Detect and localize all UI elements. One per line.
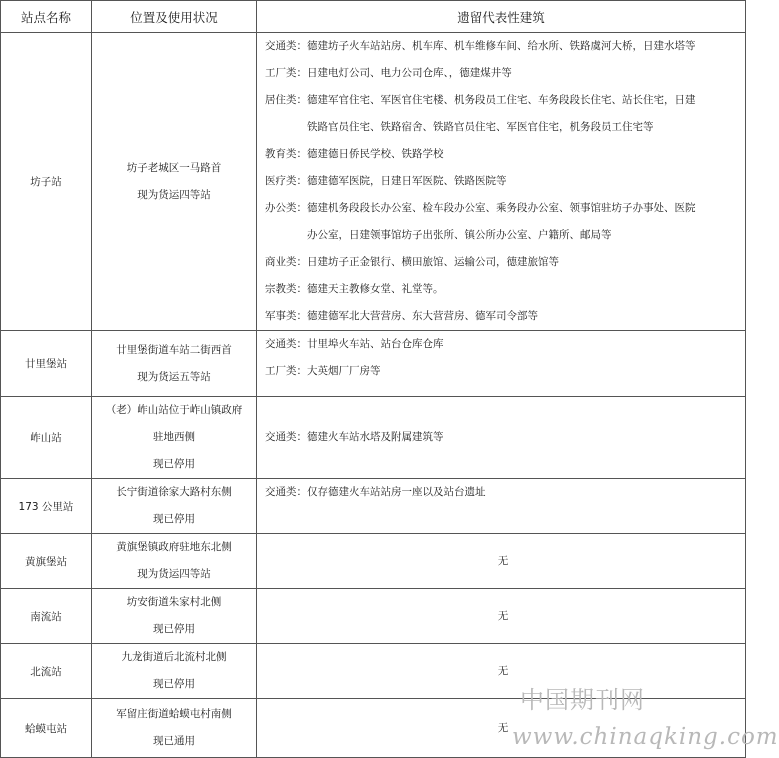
location-line: 坊子老城区一马路首 <box>126 161 222 174</box>
building-category <box>265 331 741 358</box>
location-line: 现为货运四等站 <box>137 568 211 580</box>
watermark-url: www.chinaqking.com <box>512 724 779 750</box>
heritage-buildings <box>257 589 746 644</box>
building-category <box>265 479 741 506</box>
table-row <box>1 33 746 331</box>
heritage-buildings <box>257 331 746 397</box>
building-line: 无 <box>497 609 509 622</box>
location-line: 黄旗堡镇政府驻地东北侧 <box>116 541 232 553</box>
location-line: 现为货运五等站 <box>137 370 211 383</box>
building-category <box>265 249 741 276</box>
building-line: 商业类：日建坊子正金银行、横田旅馆、运输公司，德建旅馆等 <box>265 256 559 268</box>
heritage-buildings <box>257 534 746 589</box>
station-location <box>92 33 257 331</box>
location-line: 军留庄街道蛤蟆屯村南侧 <box>116 708 232 720</box>
building-category <box>265 87 741 141</box>
building-line: 无 <box>497 554 509 567</box>
building-category <box>265 195 741 249</box>
station-name: 廿里堡站 <box>1 331 92 397</box>
building-line: 教育类：德建德日侨民学校、铁路学校 <box>265 148 444 160</box>
heritage-buildings <box>257 33 746 331</box>
building-line: 居住类：德建军官住宅、军医官住宅楼、机务段员工住宅、车务段段长住宅、站长住宅，日建 <box>265 94 696 106</box>
building-line: 军事类：德建德军北大营营房、东大营营房、德军司令部等 <box>265 310 538 322</box>
building-line: 工厂类：大英烟厂厂房等 <box>265 365 381 377</box>
building-line: 交通类：德建火车站水塔及附属建筑等 <box>265 431 444 443</box>
location-line: 坊安街道朱家村北侧 <box>126 596 222 608</box>
station-location <box>92 589 257 644</box>
table-row <box>1 331 746 397</box>
building-category <box>265 658 741 685</box>
station-name: 岞山站 <box>1 397 92 479</box>
heritage-buildings <box>257 479 746 534</box>
building-line: 交通类：仅存德建火车站站房一座以及站台遗址 <box>265 486 486 498</box>
station-location <box>92 699 257 758</box>
header-row <box>1 1 746 33</box>
building-category <box>265 424 741 451</box>
building-line: 办公室，日建领事馆坊子出张所、镇公所办公室、户籍所、邮局等 <box>307 229 612 241</box>
location-line: 驻地西侧 <box>153 431 195 443</box>
building-category <box>265 168 741 195</box>
building-category <box>265 33 741 60</box>
table-row <box>1 397 746 479</box>
table-row <box>1 479 746 534</box>
table-row <box>1 534 746 589</box>
building-category <box>265 60 741 87</box>
building-category <box>265 358 741 385</box>
building-line: 铁路官员住宅、铁路宿舍、铁路官员住宅、军医官住宅，机务段员工住宅等 <box>307 121 654 133</box>
location-line: 现已停用 <box>153 458 195 470</box>
building-category <box>265 141 741 168</box>
table-row <box>1 589 746 644</box>
building-category <box>265 276 741 303</box>
heritage-buildings <box>257 644 746 699</box>
location-line: （老）岞山站位于岞山镇政府 <box>105 404 243 416</box>
header-station: 站点名称 <box>1 1 92 33</box>
location-line: 现为货运四等站 <box>137 188 211 201</box>
building-category <box>265 303 741 330</box>
building-category <box>265 548 741 575</box>
location-line: 现已通用 <box>153 735 195 747</box>
building-line: 交通类：廿里埠火车站、站台仓库仓库 <box>265 338 444 350</box>
location-line: 廿里堡街道车站二街西首 <box>116 343 232 356</box>
location-line: 现已停用 <box>153 623 195 635</box>
building-category <box>265 603 741 630</box>
location-line: 长宁街道徐家大路村东侧 <box>116 486 232 498</box>
station-location <box>92 479 257 534</box>
heritage-buildings <box>257 397 746 479</box>
building-line: 无 <box>497 721 509 734</box>
building-line: 宗教类：德建天主教修女堂、礼堂等。 <box>265 283 444 295</box>
station-location <box>92 534 257 589</box>
station-name: 坊子站 <box>1 33 92 331</box>
station-name: 北流站 <box>1 644 92 699</box>
table-body <box>1 33 746 758</box>
station-name: 蛤蟆屯站 <box>1 699 92 758</box>
building-line: 医疗类：德建德军医院，日建日军医院、铁路医院等 <box>265 175 507 187</box>
building-line: 工厂类：日建电灯公司、电力公司仓库、，德建煤井等 <box>265 67 512 79</box>
location-line: 现已停用 <box>153 678 195 690</box>
location-line: 现已停用 <box>153 513 195 525</box>
station-name: 173 公里站 <box>1 479 92 534</box>
station-location <box>92 331 257 397</box>
station-name: 南流站 <box>1 589 92 644</box>
building-line: 交通类：德建坊子火车站站房、机车库、机车维修车间、给水所、铁路虞河大桥，日建水塔等 <box>265 40 696 52</box>
header-buildings: 遗留代表性建筑 <box>257 1 746 33</box>
station-location <box>92 397 257 479</box>
station-name: 黄旗堡站 <box>1 534 92 589</box>
watermark-cn: 中国期刊网 <box>520 686 645 714</box>
building-line: 办公类：德建机务段段长办公室、检车段办公室、乘务段办公室、领事馆驻坊子办事处、医院 <box>265 202 696 214</box>
header-location: 位置及使用状况 <box>92 1 257 33</box>
station-location <box>92 644 257 699</box>
building-line: 无 <box>497 664 509 677</box>
location-line: 九龙街道后北流村北侧 <box>121 651 227 663</box>
